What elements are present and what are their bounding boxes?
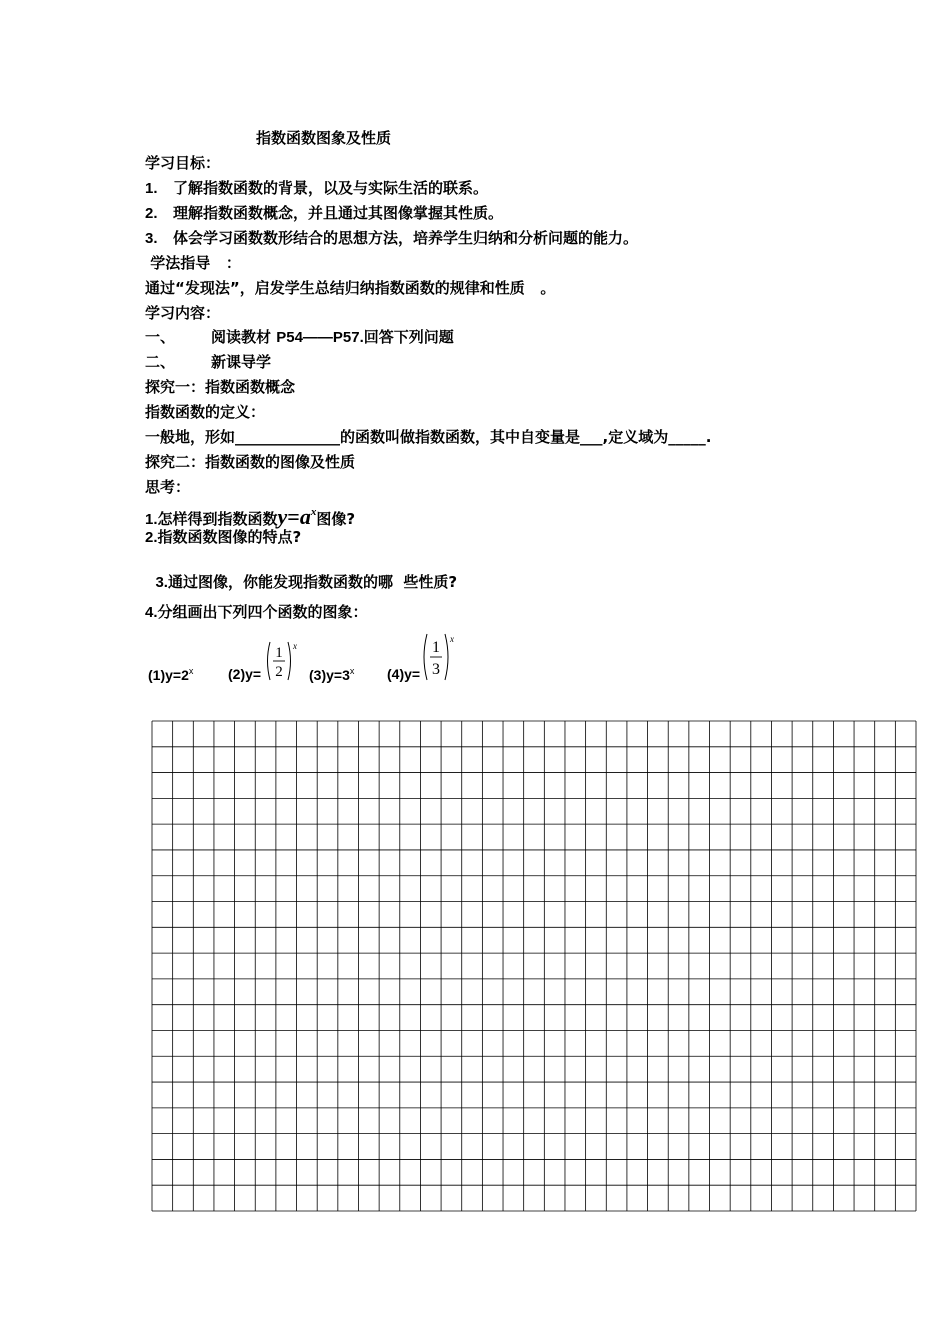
objective-text: 了解指数函数的背景，以及与实际生活的联系。 xyxy=(173,179,489,197)
graph-paper-grid[interactable] xyxy=(151,720,917,1212)
question-2 xyxy=(145,527,301,548)
question-number: 4. xyxy=(145,604,158,621)
objective-item xyxy=(145,228,638,249)
formula-y: y xyxy=(277,504,288,529)
question-text-tail: 图像? xyxy=(316,510,356,528)
formula-exponent: x xyxy=(310,506,317,518)
question-text: 怎样得到指数函数 xyxy=(157,510,278,528)
function-3-base: (3)y=3 xyxy=(309,667,350,683)
page-range: P54——P57. xyxy=(276,329,364,346)
section-two xyxy=(145,352,271,372)
function-2-label: (2)y= xyxy=(228,666,262,682)
definition-text: 的函数叫做指数函数，其中自变量是 xyxy=(340,428,581,446)
definition-heading: 指数函数的定义： xyxy=(145,403,266,421)
question-number: 1. xyxy=(145,511,158,528)
section-text: 新课导学 xyxy=(211,353,272,371)
function-4-label: (4)y= xyxy=(387,666,421,682)
function-3 xyxy=(309,666,354,683)
fill-blank-form[interactable]: ______________ xyxy=(235,428,341,446)
fraction-exponent: x xyxy=(293,641,297,651)
question-number: 3. xyxy=(155,574,168,591)
objective-text: 理解指数函数概念，并且通过其图像掌握其性质。 xyxy=(173,204,504,222)
explore-one-heading: 探究一：指数函数概念 xyxy=(145,378,296,396)
section-text-tail: 回答下列问题 xyxy=(363,328,454,346)
function-2-fraction xyxy=(264,638,300,690)
function-4-fraction xyxy=(421,630,457,690)
fraction-denominator: 2 xyxy=(275,664,283,680)
question-text: 分组画出下列四个函数的图象： xyxy=(157,603,368,621)
objective-number: 3. xyxy=(145,230,158,247)
page-title: 指数函数图象及性质 xyxy=(256,129,392,147)
function-3-exponent: x xyxy=(349,666,355,676)
objective-text: 体会学习函数数形结合的思想方法，培养学生归纳和分析问题的能力。 xyxy=(173,229,639,247)
section-one xyxy=(145,327,454,348)
formula-equals: = xyxy=(287,504,300,529)
fill-blank-domain[interactable]: _____ xyxy=(668,428,706,446)
fraction-denominator: 3 xyxy=(432,661,440,678)
explore-two-heading: 探究二：指数函数的图像及性质 xyxy=(145,453,356,471)
objective-number: 1. xyxy=(145,180,158,197)
definition-sentence xyxy=(145,427,711,447)
question-number: 2. xyxy=(145,529,158,546)
fraction-one-half xyxy=(264,638,300,686)
think-heading: 思考： xyxy=(145,478,191,496)
fraction-numerator: 1 xyxy=(275,645,283,661)
definition-end: . xyxy=(705,428,712,446)
section-ordinal: 二、 xyxy=(145,353,176,371)
fraction-one-third xyxy=(421,630,457,686)
objective-item xyxy=(145,178,488,199)
question-3 xyxy=(145,552,457,593)
section-text: 阅读教材 xyxy=(211,328,277,346)
formula-a: a xyxy=(299,504,311,529)
method-heading: 学法指导 ： xyxy=(145,254,241,272)
function-1-base: (1)y=2 xyxy=(148,667,189,683)
objective-item xyxy=(145,203,503,224)
objectives-heading: 学习目标： xyxy=(145,154,221,172)
method-text: 通过“发现法”，启发学生总结归纳指数函数的规律和性质 。 xyxy=(145,279,556,297)
definition-text: 一般地，形如 xyxy=(145,428,236,446)
content-heading: 学习内容： xyxy=(145,304,221,322)
function-1-exponent: x xyxy=(188,666,194,676)
question-text: 通过图像，你能发现指数函数的哪 些性质? xyxy=(167,573,458,591)
question-4 xyxy=(145,602,368,623)
fraction-numerator: 1 xyxy=(432,639,440,656)
question-text: 指数函数图像的特点? xyxy=(157,528,302,546)
definition-text: ,定义域为 xyxy=(602,428,669,446)
objective-number: 2. xyxy=(145,205,158,222)
fill-blank-variable[interactable]: ___ xyxy=(580,428,603,446)
function-1 xyxy=(148,666,193,683)
fraction-exponent: x xyxy=(450,634,454,644)
section-ordinal: 一、 xyxy=(145,328,176,346)
